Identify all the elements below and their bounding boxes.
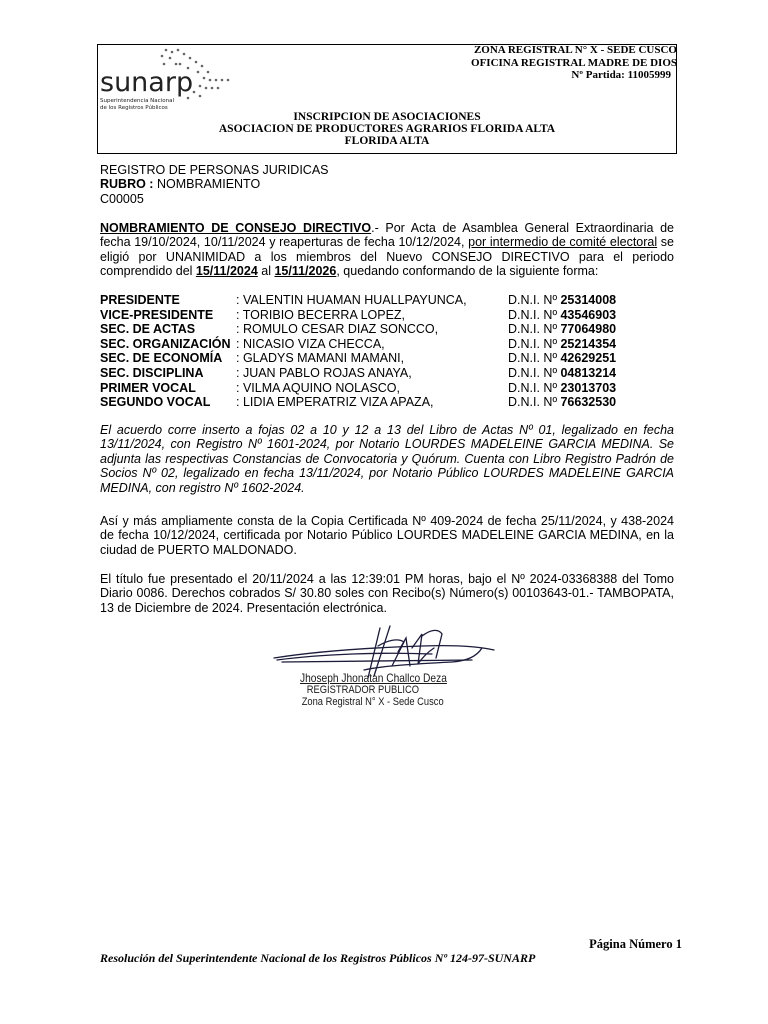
nombramiento-text-3: se eligió por UNANIMIDAD a los miembros del Nuevo CONSEJO DIRECTIVO para el periodo comprendido del: [100, 235, 674, 279]
member-name: : TORIBIO BECERRA LOPEZ,: [236, 307, 406, 322]
member-name: : VALENTIN HUAMAN HUALLPAYUNCA,: [236, 293, 467, 307]
nombramiento-paragraph: [100, 221, 674, 279]
footer-resolution: Resolución del Superintendente Nacional de los Registros Públicos Nº 124-97-SUNARP: [100, 951, 536, 965]
member-dni: D.N.I. Nº 25314008: [508, 293, 617, 307]
member-role: SEC. ORGANIZACIÓN: [100, 336, 231, 351]
partida-number: Nº Partida: 11005999: [571, 69, 671, 81]
signature-stamp: [300, 672, 447, 708]
member-role: SEGUNDO VOCAL: [100, 395, 211, 410]
period-end-date: 15/11/2026: [274, 264, 337, 279]
member-dni: D.N.I. Nº 23013703: [508, 380, 617, 395]
signer-name: Jhoseph Jhonatan Challco Deza: [300, 671, 447, 685]
svg-text:sunarp: sunarp: [100, 67, 194, 98]
rubro-value: NOMBRAMIENTO: [153, 177, 261, 192]
member-role: VICE-PRESIDENTE: [100, 307, 214, 322]
signer-role: REGISTRADOR PUBLICO: [306, 684, 420, 696]
nombramiento-text-1: .- Por Acta de Asamblea General Extraordinaria de fecha 19/10/2024, 10/11/2024 y reaperturas de fecha 10/12/2024,: [100, 221, 674, 250]
member-row: [100, 351, 616, 366]
member-dni: D.N.I. Nº 77064980: [508, 322, 617, 337]
member-row: [100, 337, 616, 352]
sunarp-dots-icon: [100, 46, 250, 116]
title-line-2: ASOCIACION DE PRODUCTORES AGRARIOS FLORIDA ALTA: [218, 123, 556, 135]
svg-text:Superintendencia Nacional: Superintendencia Nacional: [100, 98, 174, 104]
member-name: : VILMA AQUINO NOLASCO,: [236, 380, 400, 395]
copia-certificada-paragraph: Así y más ampliamente consta de la Copia Certificada Nº 409-2024 de fecha 25/11/2024, y 438-2024 de fecha 10/12/2024, certificada por Notario Público LOURDES MADELEINE GARCIA MEDINA, en la ciudad de PUERTO MALDONADO.: [100, 514, 674, 557]
svg-text:de los Registros Públicos: de los Registros Públicos: [100, 105, 168, 111]
nombramiento-heading: NOMBRAMIENTO DE CONSEJO DIRECTIVO: [100, 221, 372, 235]
member-name: : ROMULO CESAR DIAZ SONCCO,: [236, 322, 439, 337]
member-name: : GLADYS MAMANI MAMANI,: [236, 351, 405, 366]
page-number: Página Número 1: [589, 937, 682, 951]
member-role: PRIMER VOCAL: [100, 380, 196, 395]
titulo-paragraph: El título fue presentado el 20/11/2024 a las 12:39:01 PM horas, bajo el Nº 2024-03368388 del Tomo Diario 0086. Derechos cobrados S/ 30.80 soles con Recibo(s) Número(s) 00103643-01.- TAMBOPATA, 13 de Diciembre de 2024. Presentación electrónica.: [100, 572, 674, 615]
rubro-label: RUBRO :: [100, 177, 154, 192]
member-row: [100, 366, 616, 381]
member-dni: D.N.I. Nº 04813214: [508, 365, 617, 380]
registry-block: [100, 163, 674, 206]
member-role: PRESIDENTE: [100, 293, 180, 307]
member-role: SEC. DE ACTAS: [100, 322, 196, 337]
zone-info: [471, 44, 677, 82]
member-role: SEC. DE ECONOMÍA: [100, 351, 223, 366]
zone-line-2: OFICINA REGISTRAL MADRE DE DIOS: [471, 56, 677, 69]
member-row: [100, 381, 616, 396]
member-name: : NICASIO VIZA CHECCA,: [236, 336, 385, 351]
member-row: [100, 322, 616, 337]
member-row: [100, 293, 616, 308]
member-row: [100, 308, 616, 323]
registry-line: REGISTRO DE PERSONAS JURIDICAS: [100, 163, 329, 177]
member-name: : LIDIA EMPERATRIZ VIZA APAZA,: [236, 395, 434, 410]
member-dni: D.N.I. Nº 42629251: [508, 351, 617, 366]
nombramiento-text-underlined: por intermedio de comité electoral: [468, 235, 658, 250]
member-dni: D.N.I. Nº 25214354: [508, 336, 617, 351]
title-line-1: INSCRIPCION DE ASOCIACIONES: [293, 111, 481, 123]
title-line-3: FLORIDA ALTA: [344, 135, 430, 147]
nombramiento-text-4: al: [257, 264, 275, 279]
member-role: SEC. DISCIPLINA: [100, 365, 204, 380]
member-row: [100, 395, 616, 410]
period-start-date: 15/11/2024: [195, 264, 258, 279]
registry-code: C00005: [100, 191, 144, 206]
acuerdo-paragraph: El acuerdo corre inserto a fojas 02 a 10 y 12 a 13 del Libro de Actas Nº 01, legalizado en fecha 13/11/2024, con Registro Nº 1601-2024, por Notario LOURDES MADELEINE GARCIA MEDINA. Se adjunta las respectivas Constancias de Convocatoria y Quórum. Cuenta con Libro Registro Padrón de Socios Nº 02, legalizado en fecha 13/11/2024, por Notario Público LOURDES MADELEINE GARCIA MEDINA, con registro Nº 1602-2024.: [100, 423, 674, 495]
sunarp-logo: [100, 46, 250, 116]
member-dni: D.N.I. Nº 43546903: [508, 307, 617, 322]
members-table: [100, 293, 616, 410]
nombramiento-text-5: , quedando conformando de la siguiente forma:: [336, 264, 599, 279]
member-name: : JUAN PABLO ROJAS ANAYA,: [236, 365, 412, 380]
document-titles: [97, 111, 677, 147]
signer-zone: Zona Registral N° X - Sede Cusco: [301, 696, 444, 708]
member-dni: D.N.I. Nº 76632530: [508, 395, 617, 410]
rubro-line: [100, 177, 674, 191]
zone-line-1: ZONA REGISTRAL N° X - SEDE CUSCO: [473, 44, 677, 56]
